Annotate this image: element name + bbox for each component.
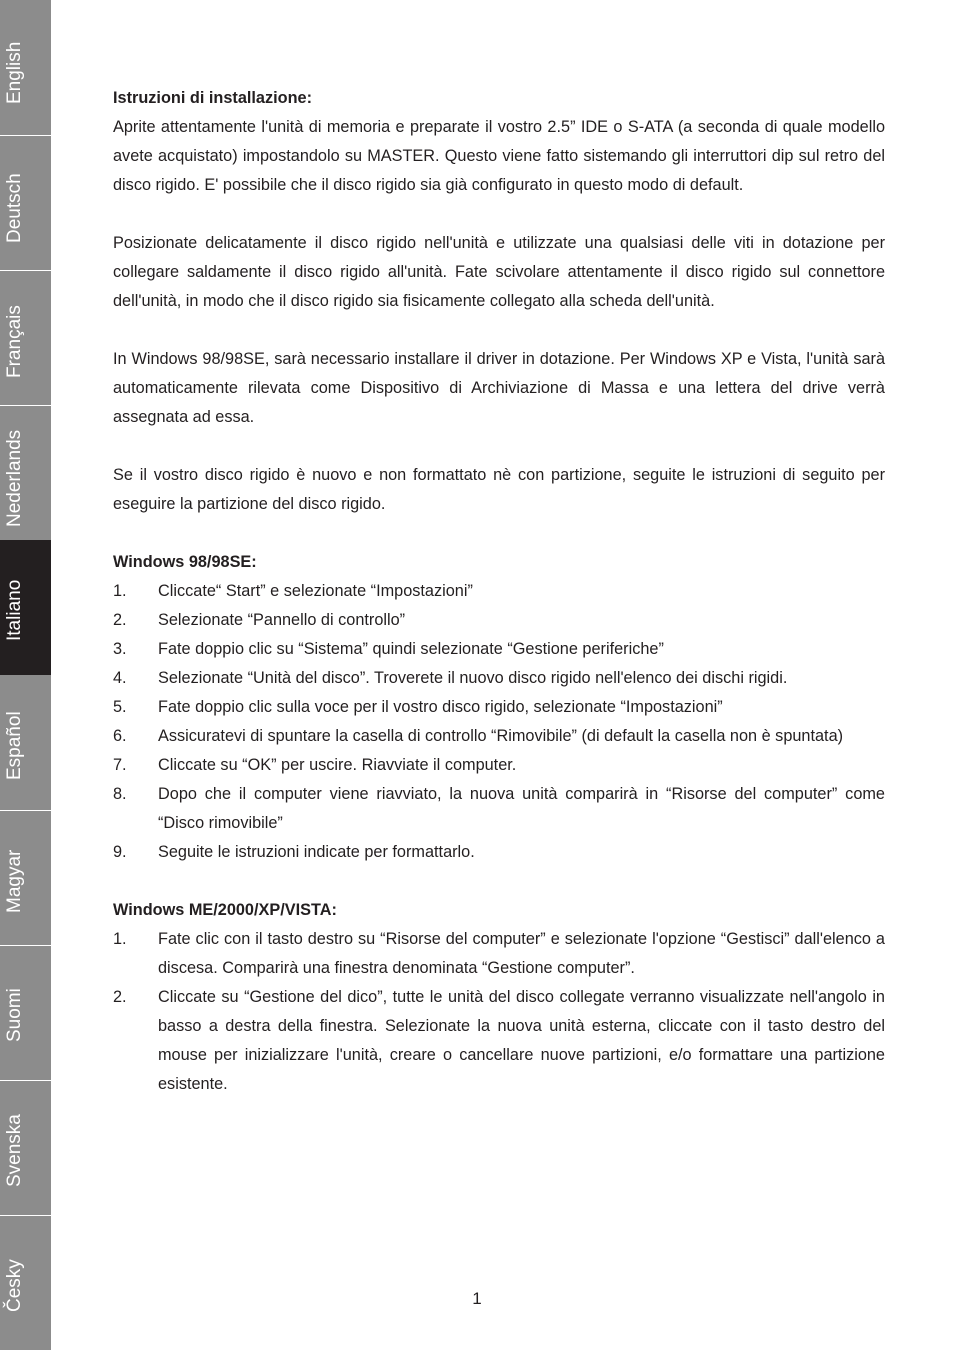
windows-me-heading: Windows ME/2000/XP/VISTA: (113, 901, 337, 919)
intro-paragraph-2: Posizionate delicatamente il disco rigido nell'unità e utilizzate una qualsiasi delle viti in dotazione per collegare saldamente il disco rigido all'unità. Fate scivolare attentamente il disco rigido sul connettore dell'unità, in modo che il disco rigido sia fisicamente collegato alla scheda dell'unità. (113, 234, 885, 310)
step-text: Cliccate su “Gestione del dico”, tutte le unità del disco collegate verranno visualizzate nell'angolo in basso a destra della finestra. Selezionate la nuova unità esterna, cliccate con il tasto destro del mouse per inizializzare l'unità, creare o cancellare nuove partizioni, e/o formattare una partizione esistente. (158, 988, 885, 1093)
windows-98-steps (113, 577, 885, 867)
list-item (113, 983, 885, 1099)
list-item (113, 606, 885, 635)
list-item (113, 577, 885, 606)
windows-me-steps (113, 925, 885, 1099)
step-number: 1. (113, 582, 127, 600)
windows-98-heading: Windows 98/98SE: (113, 553, 257, 571)
step-text: Cliccate“ Start” e selezionate “Impostazioni” (158, 582, 473, 600)
step-text: Cliccate su “OK” per uscire. Riavviate il computer. (158, 756, 517, 774)
intro-paragraph-3: In Windows 98/98SE, sarà necessario installare il driver in dotazione. Per Windows XP e Vista, l'unità sarà automaticamente rilevata come Dispositivo di Archiviazione di Massa e una lettera del drive verrà assegnata ad essa. (113, 350, 885, 426)
step-text: Fate clic con il tasto destro su “Risorse del computer” e selezionate l'opzione “Gestisci” dall'elenco a discesa. Comparirà una finestra denominata “Gestione computer”. (158, 930, 885, 977)
list-item (113, 751, 885, 780)
page-number: 1 (472, 1289, 482, 1308)
step-number: 4. (113, 669, 127, 687)
language-tab-cesky[interactable] (0, 1215, 51, 1350)
list-item (113, 925, 885, 983)
step-number: 5. (113, 698, 127, 716)
step-text: Selezionate “Unità del disco”. Troverete il nuovo disco rigido nell'elenco dei dischi rigidi. (158, 669, 788, 687)
list-item (113, 635, 885, 664)
installation-heading: Istruzioni di installazione: (113, 89, 313, 107)
step-number: 1. (113, 930, 127, 948)
step-number: 2. (113, 988, 127, 1006)
step-text: Fate doppio clic su “Sistema” quindi selezionate “Gestione periferiche” (158, 640, 664, 658)
step-number: 2. (113, 611, 127, 629)
language-sidebar (0, 0, 51, 1350)
step-text: Seguite le istruzioni indicate per formattarlo. (158, 843, 475, 861)
list-item (113, 722, 885, 751)
list-item (113, 838, 885, 867)
step-number: 6. (113, 727, 127, 745)
list-item (113, 664, 885, 693)
step-text: Fate doppio clic sulla voce per il vostro disco rigido, selezionate “Impostazioni” (158, 698, 723, 716)
language-tab-label: Français (4, 305, 25, 378)
intro-paragraph-4: Se il vostro disco rigido è nuovo e non formattato nè con partizione, seguite le istruzioni di seguito per eseguire la partizione del disco rigido. (113, 466, 885, 513)
step-number: 9. (113, 843, 127, 861)
step-number: 3. (113, 640, 127, 658)
language-tab-label: Magyar (4, 849, 25, 913)
step-number: 8. (113, 785, 127, 803)
intro-paragraph-1: Aprite attentamente l'unità di memoria e preparate il vostro 2.5” IDE o S-ATA (a seconda di quale modello avete acquistato) impostandolo su MASTER. Questo viene fatto sistemando gli interruttori dip sul retro del disco rigido. E' possibile che il disco rigido sia già configurato in questo modo di default. (113, 118, 885, 194)
language-tab-label: Nederlands (4, 429, 25, 527)
step-text: Assicuratevi di spuntare la casella di controllo “Rimovibile” (di default la casella non è spuntata) (158, 727, 844, 745)
language-tab-label: Español (4, 711, 25, 780)
language-tab-label: English (4, 41, 25, 104)
list-item (113, 780, 885, 838)
step-number: 7. (113, 756, 127, 774)
page-content (113, 84, 885, 1099)
language-tab-label: Česky (4, 1259, 25, 1312)
step-text: Selezionate “Pannello di controllo” (158, 611, 406, 629)
step-text: Dopo che il computer viene riavviato, la nuova unità comparirà in “Risorse del computer” come “Disco rimovibile” (158, 785, 885, 832)
language-tab-label: Suomi (4, 988, 25, 1042)
language-tab-label: Italiano (4, 579, 25, 641)
language-tab-label: Deutsch (4, 173, 25, 243)
language-tab-label: Svenska (4, 1114, 25, 1187)
list-item (113, 693, 885, 722)
